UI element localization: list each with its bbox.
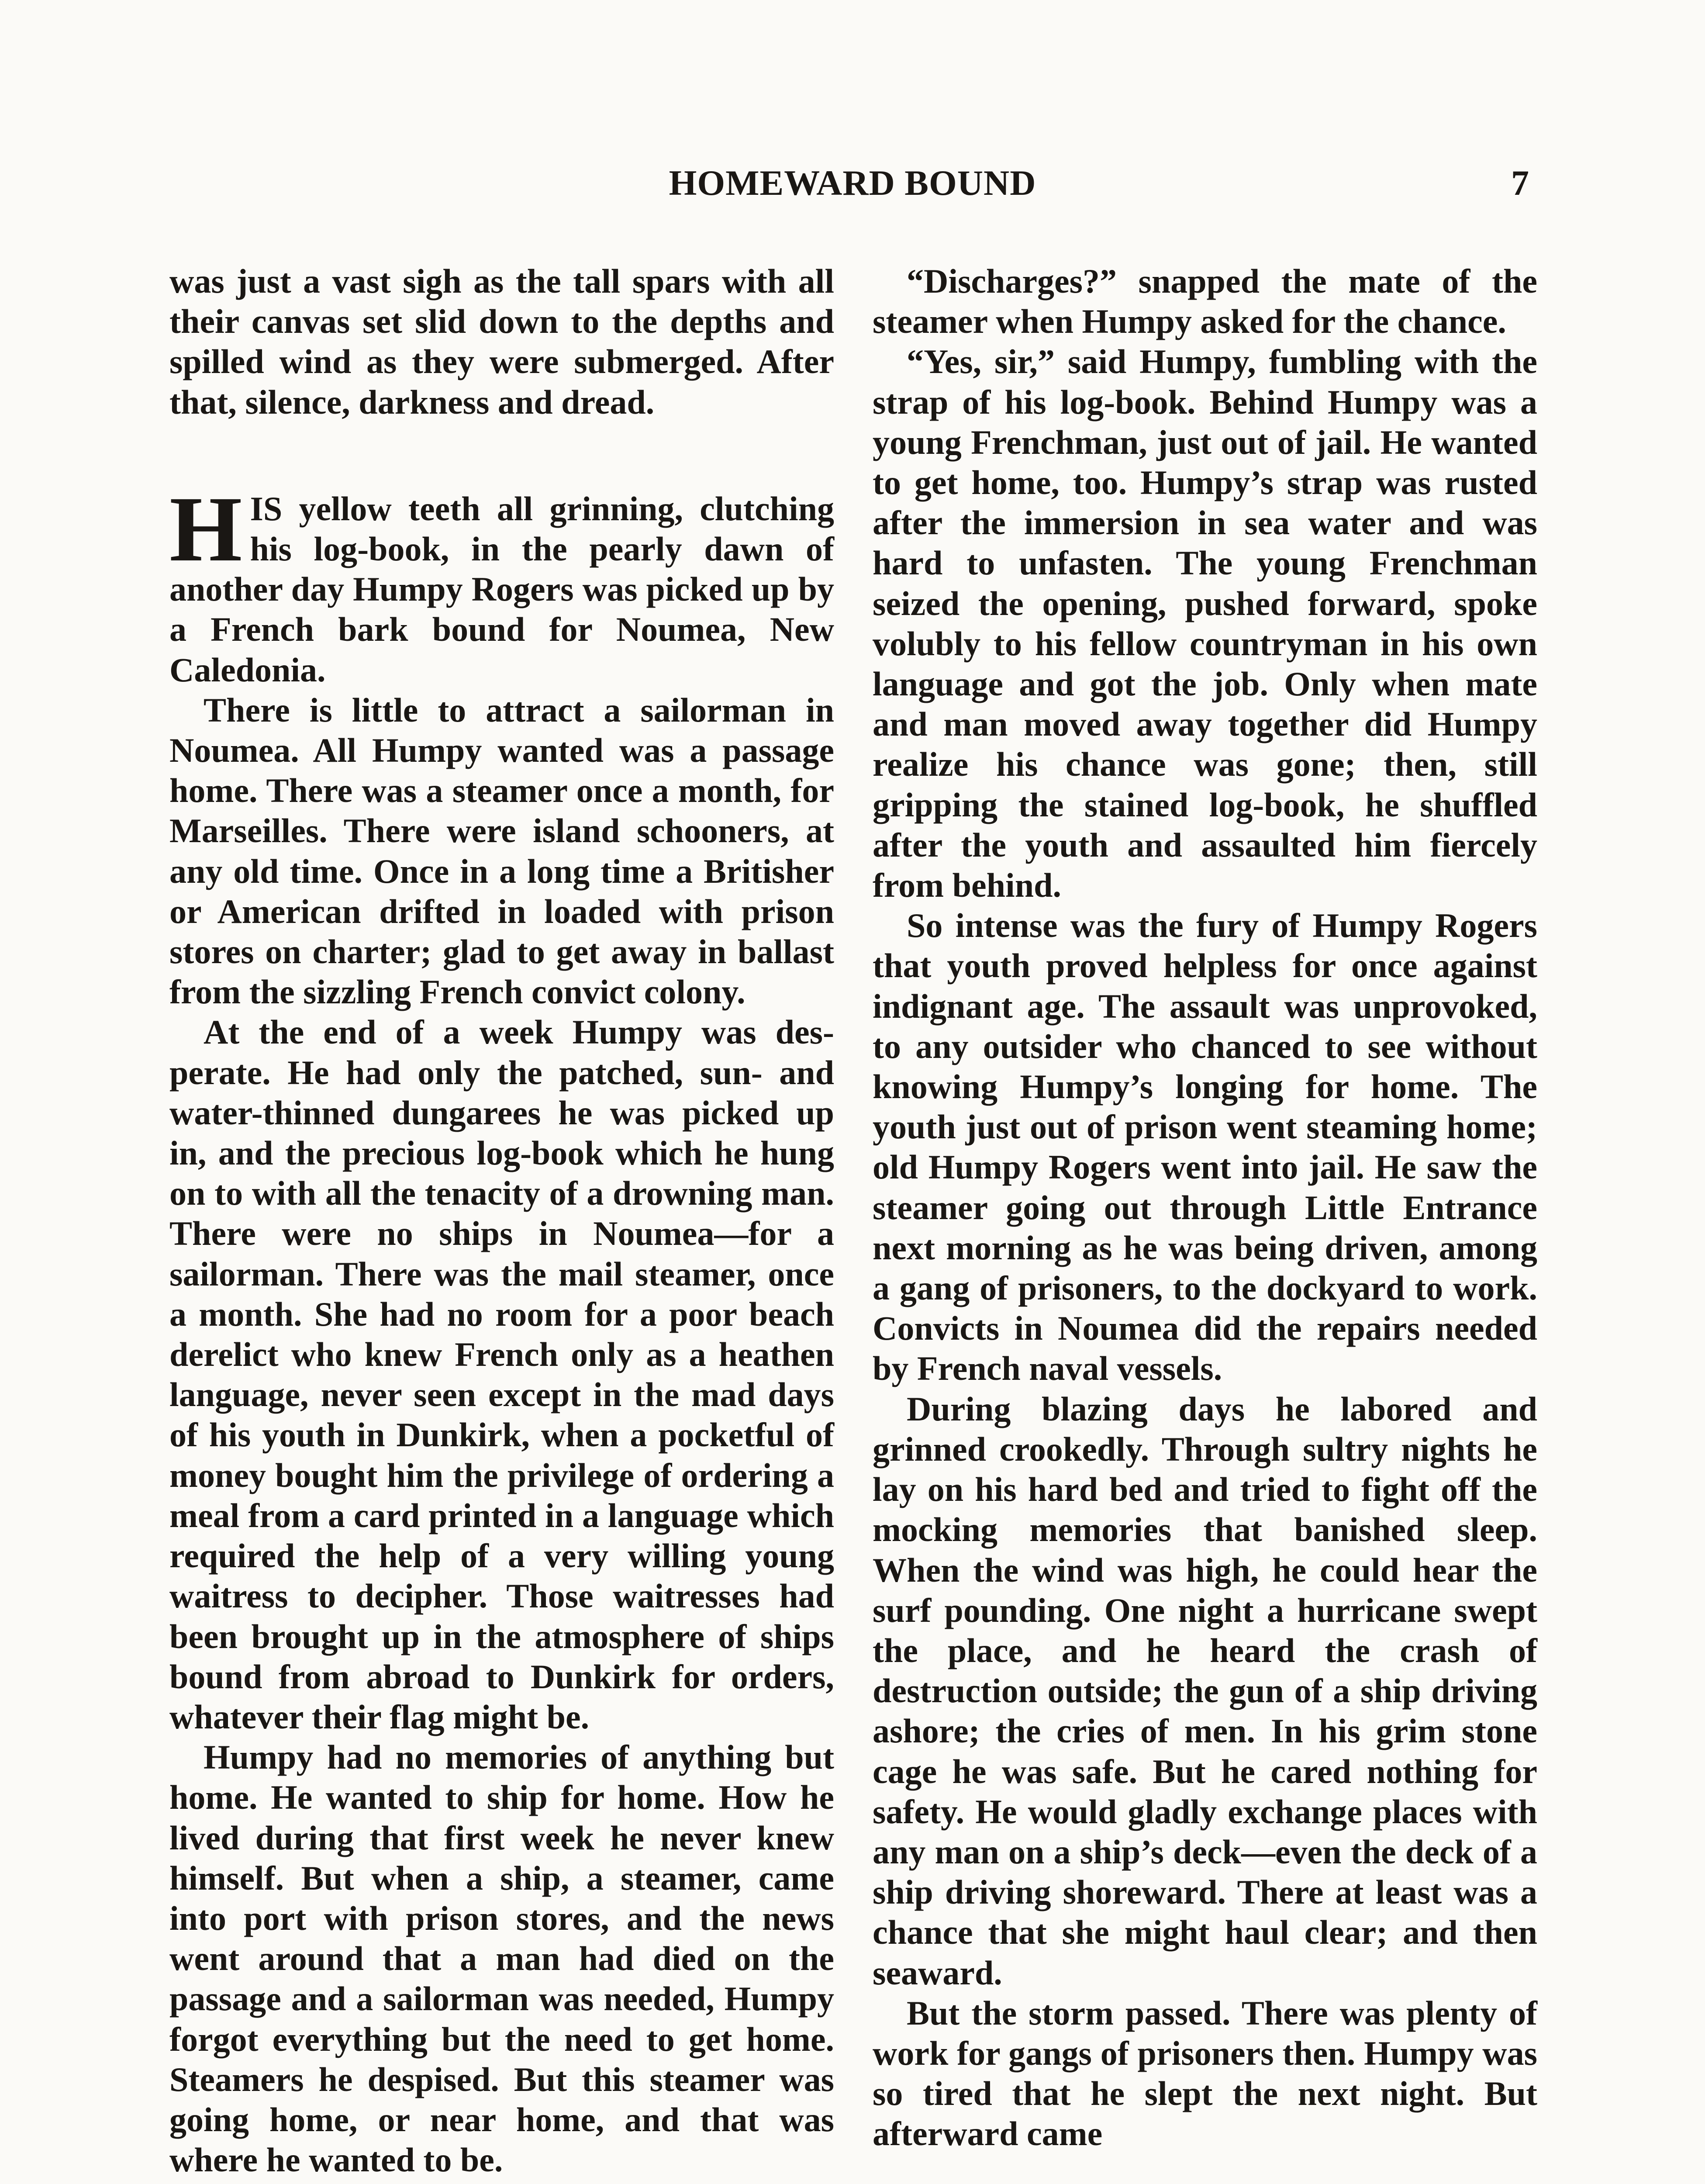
paragraph: During blazing days he labored and grinned crookedly. Through sultry nights he lay on his hard bed and tried to fight off the mocking memories that banished sleep. When the wind was high, he could hear the surf pounding. One night a hurricane swept the place, and he heard the crash of destruction outside; the gun of a ship driving ashore; the cries of men. In his grim stone cage he was safe. But he cared nothing for safety. He would gladly exchange places with any man on a ship’s deck—even the deck of a ship driving shoreward. There at least was a chance that she might haul clear; and then seaward. — [873, 1389, 1537, 1992]
section-opening-paragraph — [169, 477, 834, 690]
left-column — [169, 261, 834, 2180]
paragraph-text: IS yellow teeth all grinning, clutching his log-book, in the pearly dawn of another day Humpy Rogers was picked up by a French bark bound for Noumea, New Caledonia. — [169, 489, 834, 689]
paragraph: was just a vast sigh as the tall spars with all their canvas set slid down to the depths and spilled wind as they were submerged. After that, silence, darkness and dread. — [169, 262, 834, 421]
paragraph: Humpy had no memories of anything but home. He wanted to ship for home. How he lived during that first week he never knew himself. But when a ship, a steamer, came into port with prison stores, and the news went around that a man had died on the passage and a sailorman was needed, Humpy forgot everything but the need to get home. Steamers he despised. But this steamer was going home, or near home, and that was where he wanted to be. — [169, 1738, 834, 2179]
paragraph: There is little to attract a sailorman in Noumea. All Humpy wanted was a passage home. There was a steamer once a month, for Marseilles. There were island schooners, at any old time. Once in a long time a Britisher or American drifted in loaded with prison stores on charter; glad to get away in ballast from the sizzling French convict colony. — [169, 691, 834, 1011]
paragraph: At the end of a week Humpy was desperate. He had only the patched, sun- and water-thinned dungarees he was picked up in, and the precious log-book which he hung on to with all the tenacity of a drowning man. There were no ships in Noumea—for a sailorman. There was the mail steamer, once a month. She had no room for a poor beach derelict who knew French only as a heathen language, never seen except in the mad days of his youth in Dunkirk, when a pocketful of money bought him the privilege of ordering a meal from a card printed in a language which required the help of a very willing young waitress to decipher. Those waitresses had been brought up in the atmosphere of ships bound from abroad to Dunkirk for orders, whatever their flag might be. — [169, 1013, 834, 1736]
paragraph: “Yes, sir,” said Humpy, fumbling with the strap of his log-book. Behind Humpy was a young Frenchman, just out of jail. He wanted to get home, too. Humpy’s strap was rusted after the immersion in sea water and was hard to unfasten. The young Frenchman seized the opening, pushed forward, spoke volubly to his fellow countryman in his own language and got the job. Only when mate and man moved away together did Humpy realize his chance was gone; then, still gripping the stained log-book, he shuffled after the youth and assaulted him fiercely from behind. — [873, 342, 1537, 905]
right-column — [873, 261, 1537, 2154]
paragraph: “Discharges?” snapped the mate of the steamer when Humpy asked for the chance. — [873, 262, 1537, 341]
drop-cap: H — [169, 477, 242, 581]
paragraph: But the storm passed. There was plenty of work for gangs of prisoners then. Humpy was so tired that he slept the next night. But afterward came — [873, 1994, 1537, 2153]
paragraph: So intense was the fury of Humpy Rogers that youth proved helpless for once against indignant age. The assault was unprovoked, to any outsider who chanced to see without knowing Humpy’s longing for home. The youth just out of prison went steaming home; old Humpy Rogers went into jail. He saw the steamer going out through Little Entrance next morning as he was being driven, among a gang of prisoners, to the dockyard to work. Convicts in Noumea did the repairs needed by French naval vessels. — [873, 906, 1537, 1388]
page-number: 7 — [1511, 163, 1529, 203]
running-title: HOMEWARD BOUND — [669, 163, 1036, 203]
